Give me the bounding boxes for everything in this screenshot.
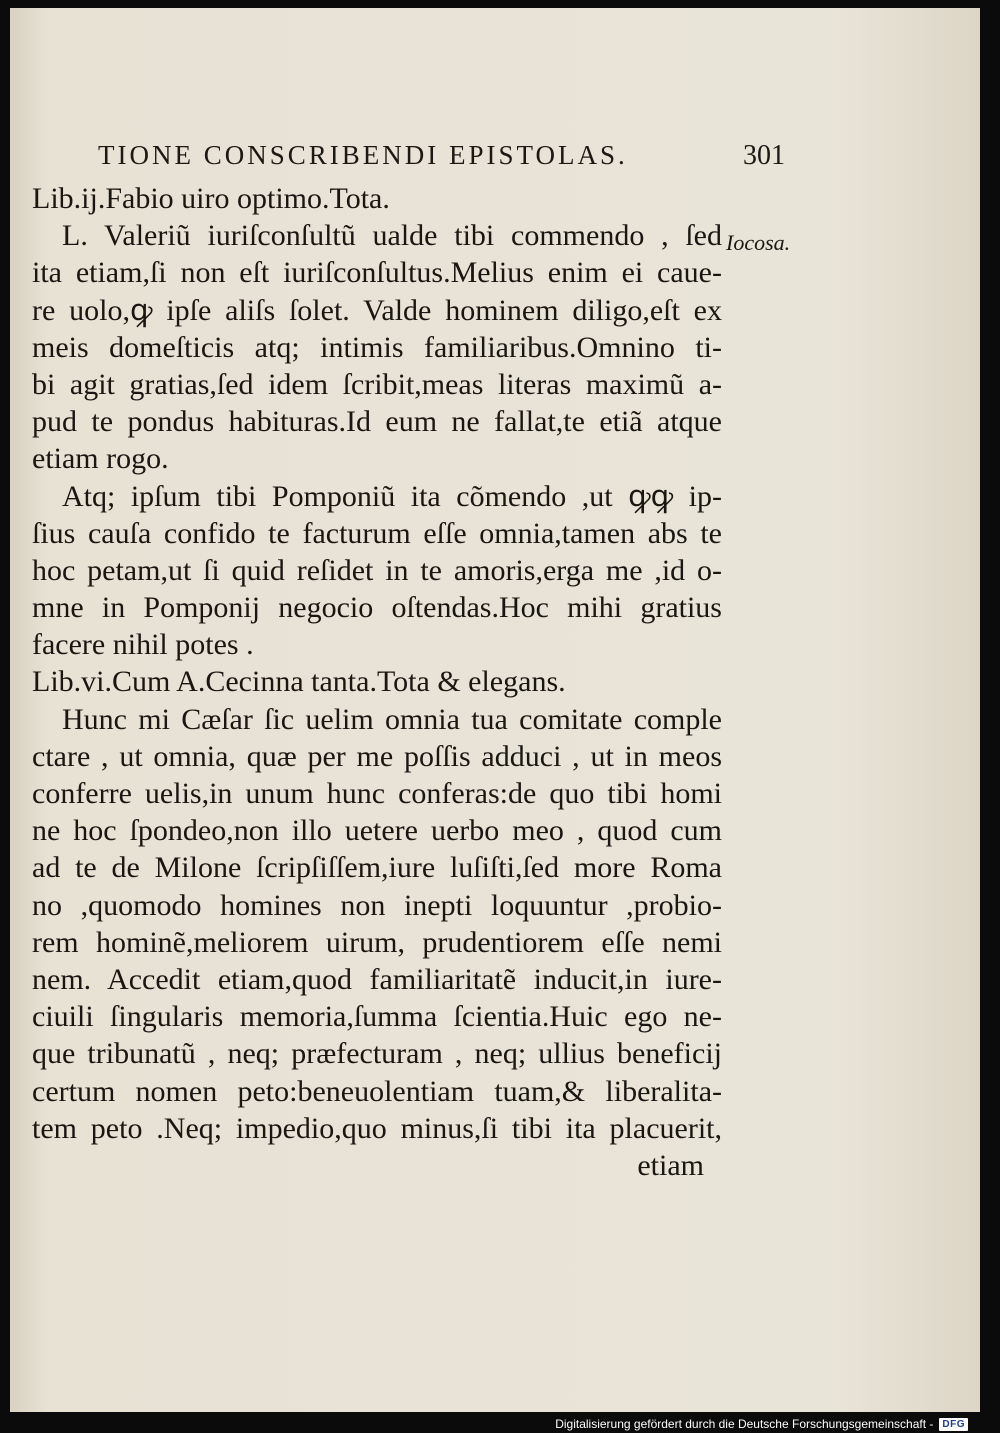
text-line: ita etiam,ſi non eſt iuriſconſultus.Melius enim ei caue-	[32, 256, 722, 290]
catchword: etiam	[637, 1148, 704, 1182]
text-line: nem. Accedit etiam,quod familiaritatẽ inducit,in iure-	[32, 962, 722, 996]
text-line: conferre uelis,in unum hunc conferas:de quo tibi homi	[32, 777, 722, 810]
text-line: hoc petam,ut ſi quid reſidet in te amoris,erga me ,id o-	[32, 553, 722, 587]
text-line: pud te pondus habituras.Id eum ne fallat,te etiã atque	[32, 405, 722, 439]
text-block	[32, 180, 722, 1184]
text-line: bi agit gratias,ſed idem ſcribit,meas literas maximũ a-	[32, 367, 722, 401]
margin-note: Iocosa.	[726, 230, 791, 255]
text-line: Lib.ij.Fabio uiro optimo.Tota.	[32, 182, 390, 215]
footer-credit	[555, 1417, 968, 1431]
footer-text: Digitalisierung gefördert durch die Deutsche Forschungsgemeinschaft -	[555, 1417, 934, 1431]
folio-number: 301	[743, 140, 785, 171]
text-line: ad te de Milone ſcripſiſſem,iure luſiſti,ſed more Roma	[32, 851, 722, 885]
text-line: Hunc mi Cæſar ſic uelim omnia tua comitate comple	[62, 702, 722, 736]
text-line: certum nomen peto:beneuolentiam tuam,& liberalita-	[32, 1074, 722, 1108]
text-line: mne in Pomponij negocio oſtendas.Hoc mihi gratius	[32, 591, 722, 625]
running-head: TIONE CONSCRIBENDI EPISTOLAS.	[98, 140, 628, 170]
text-line: ctare , ut omnia, quæ per me poſſis adduci , ut in meos	[32, 739, 722, 773]
text-line: ciuili ſingularis memoria,ſumma ſcientia.Huic ego ne-	[32, 1000, 722, 1034]
text-line: ſius cauſa confido te facturum eſſe omnia,tamen abs te	[32, 516, 722, 550]
text-line: facere nihil potes .	[32, 628, 254, 662]
text-line: ne hoc ſpondeo,non illo uetere uerbo meo , quod cum	[32, 814, 722, 848]
text-line: meis domeſticis atq; intimis familiaribus.Omnino ti-	[32, 330, 722, 364]
text-line: rem hominẽ,meliorem uirum, prudentiorem eſſe nemi	[32, 925, 722, 959]
text-line: tem peto .Neq; impedio,quo minus,ſi tibi ita placuerit,	[32, 1111, 722, 1145]
dfg-logo: DFG	[939, 1418, 968, 1431]
text-line: Lib.vi.Cum A.Cecinna tanta.Tota & elegans.	[32, 665, 566, 699]
text-line: no ,quomodo homines non inepti loquuntur ,probio-	[32, 888, 722, 922]
text-line: re uolo,ꝙ ipſe aliſs ſolet. Valde hominem diligo,eſt ex	[32, 293, 722, 327]
text-line: que tribunatũ , neq; præfecturam , neq; ullius beneficij	[32, 1037, 722, 1071]
book-page	[10, 8, 980, 1412]
text-line: L. Valeriũ iuriſconſultũ ualde tibi commendo , ſed	[62, 219, 722, 253]
text-line: Atq; ipſum tibi Pomponiũ ita cõmendo ,ut ꝙꝙ ip-	[62, 479, 722, 513]
text-line: etiam rogo.	[32, 442, 169, 476]
